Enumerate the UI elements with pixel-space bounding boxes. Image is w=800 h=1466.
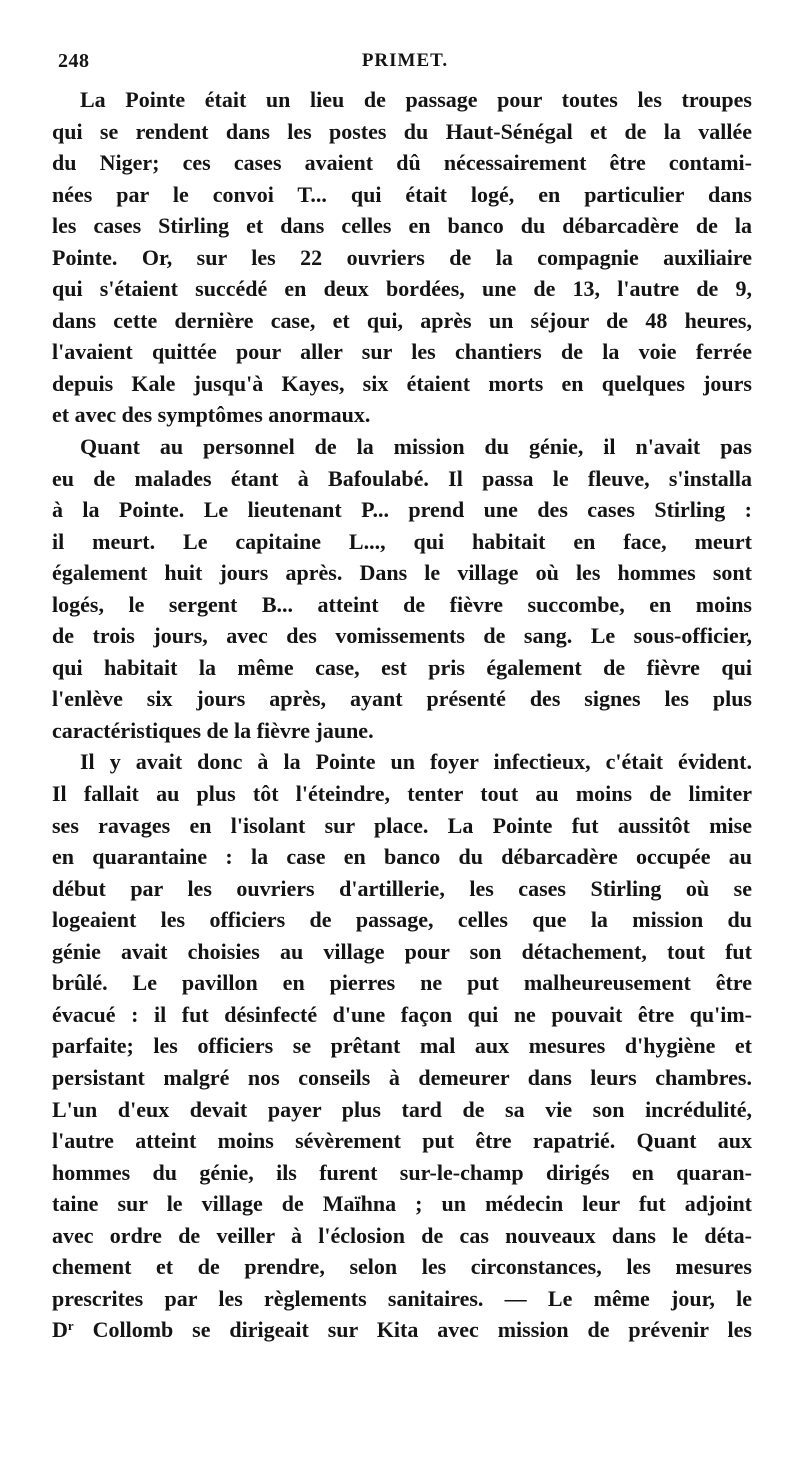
text-line: nées par le convoi T... qui était logé, en particulier dans: [52, 181, 752, 207]
text-line: eu de malades étant à Bafoulabé. Il passa le fleuve, s'installa: [52, 465, 752, 491]
text-line: Quant au personnel de la mission du génie, il n'avait pas: [80, 434, 752, 460]
text-line: Il y avait donc à la Pointe un foyer infectieux, c'était évident.: [80, 749, 752, 775]
text-line: qui se rendent dans les postes du Haut-Sénégal et de la vallée: [52, 118, 752, 144]
text-line: caractéristiques de la fièvre jaune.: [52, 717, 374, 743]
text-line: les cases Stirling et dans celles en banco du débarcadère de la: [52, 213, 752, 239]
text-line: il meurt. Le capitaine L..., qui habitait en face, meurt: [52, 528, 752, 554]
text-line: début par les ouvriers d'artillerie, les cases Stirling où se: [52, 875, 752, 901]
text-line: avec ordre de veiller à l'éclosion de cas nouveaux dans le déta-: [52, 1222, 752, 1248]
text-line: taine sur le village de Maïhna ; un médecin leur fut adjoint: [52, 1191, 752, 1217]
text-line-final: [52, 1314, 752, 1346]
running-head: [58, 50, 752, 76]
text-line: logeaient les officiers de passage, celles que la mission du: [52, 907, 752, 933]
text-line: qui habitait la même case, est pris également de fièvre qui: [52, 654, 752, 680]
text-line: dans cette dernière case, et qui, après un séjour de 48 heures,: [52, 307, 752, 333]
text-line: génie avait choisies au village pour son détachement, tout fut: [52, 938, 752, 964]
text-line: l'autre atteint moins sévèrement put être rapatrié. Quant aux: [52, 1128, 752, 1154]
text-line: l'avaient quittée pour aller sur les chantiers de la voie ferrée: [52, 339, 752, 365]
text-line: L'un d'eux devait payer plus tard de sa vie son incrédulité,: [52, 1096, 752, 1122]
text-line: à la Pointe. Le lieutenant P... prend une des cases Stirling :: [52, 497, 752, 523]
text-line: du Niger; ces cases avaient dû nécessairement être contami-: [52, 150, 752, 176]
text-line: l'enlève six jours après, ayant présenté des signes les plus: [52, 686, 752, 712]
text-line: persistant malgré nos conseils à demeurer dans leurs chambres.: [52, 1064, 752, 1090]
text-line: en quarantaine : la case en banco du débarcadère occupée au: [52, 844, 752, 870]
text-line: également huit jours après. Dans le village où les hommes sont: [52, 560, 752, 586]
running-head-author: PRIMET.: [361, 50, 449, 71]
text-line: prescrites par les règlements sanitaires. — Le même jour, le: [52, 1285, 752, 1311]
text-line: et avec des symptômes anormaux.: [52, 402, 371, 428]
text-line: de trois jours, avec des vomissements de sang. Le sous-officier,: [52, 623, 752, 649]
text-line: depuis Kale jusqu'à Kayes, six étaient morts en quelques jours: [52, 370, 752, 396]
text-line: Pointe. Or, sur les 22 ouvriers de la compagnie auxiliaire: [52, 244, 752, 270]
doctor-abbreviation-superscript: r: [67, 1318, 74, 1334]
text-line: logés, le sergent B... atteint de fièvre succombe, en moins: [52, 591, 752, 617]
text-line: brûlé. Le pavillon en pierres ne put malheureusement être: [52, 970, 752, 996]
text-line: La Pointe était un lieu de passage pour toutes les troupes: [80, 87, 752, 112]
text-line: parfaite; les officiers se prêtant mal aux mesures d'hygiène et: [52, 1033, 752, 1059]
text-line: qui s'étaient succédé en deux bordées, une de 13, l'autre de 9,: [52, 276, 752, 302]
text-line: évacué : il fut désinfecté d'une façon qui ne pouvait être qu'im-: [52, 1001, 752, 1027]
text-line: ses ravages en l'isolant sur place. La Pointe fut aussitôt mise: [52, 812, 752, 838]
text-line: Collomb se dirigeait sur Kita avec mission de prévenir les: [92, 1317, 752, 1343]
page-number: 248: [58, 50, 90, 72]
doctor-abbreviation: D: [52, 1317, 68, 1343]
body-text: [52, 84, 752, 1346]
text-line: chement et de prendre, selon les circonstances, les mesures: [52, 1254, 752, 1280]
text-line: Il fallait au plus tôt l'éteindre, tenter tout au moins de limiter: [52, 781, 752, 807]
text-line: hommes du génie, ils furent sur-le-champ dirigés en quaran-: [52, 1159, 752, 1185]
